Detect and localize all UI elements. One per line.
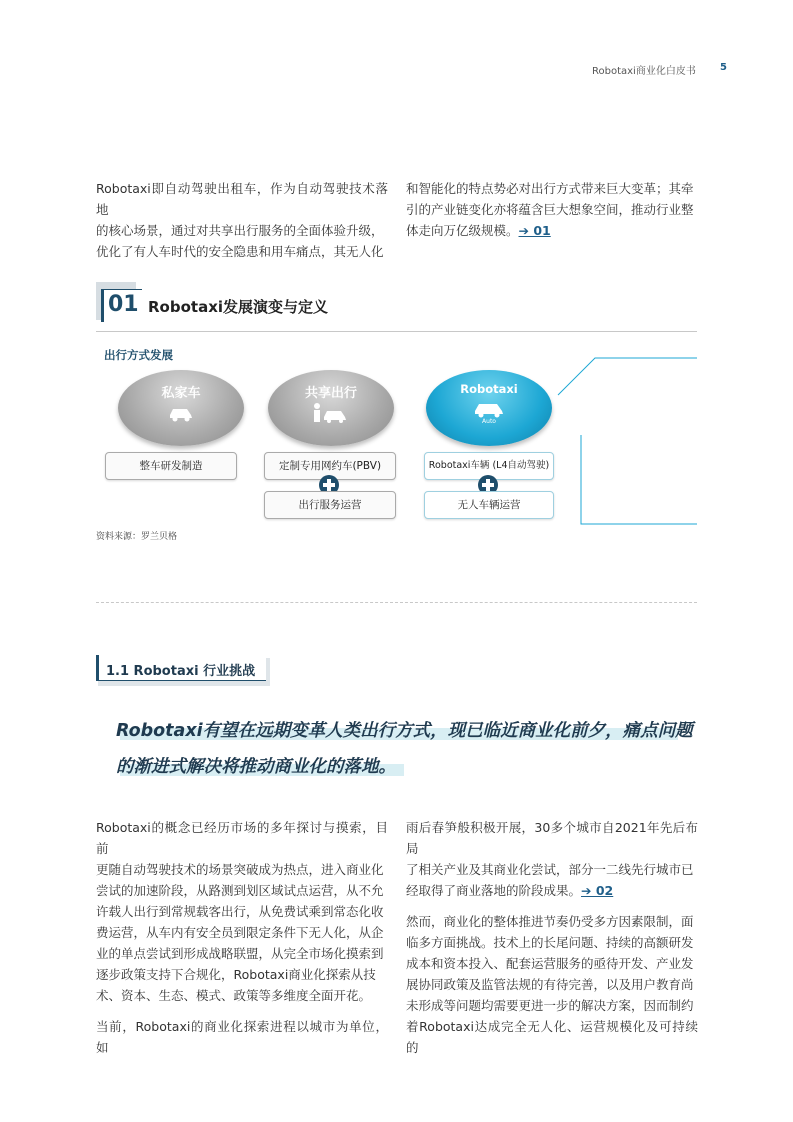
intro-left-column [96,178,388,262]
box-vehicle-rd: 整车研发制造 [105,452,237,480]
text-fragment: 经取得了商业落地的阶段成果。 [406,883,582,898]
robotaxi-car-icon [472,400,506,418]
document-title: Robotaxi商业化白皮书 [592,66,696,77]
text-line: 未形成等问题均需要更进一步的解决方案，因而制约 [406,998,694,1013]
reference-link[interactable]: ➔ 02 [581,883,614,898]
subsection-title: 1.1 Robotaxi 行业挑战 [106,664,256,679]
text-line: 然而，商业化的整体推进节奏仍受多方因素限制，面 [406,914,694,929]
node-label: 私家车 [161,386,201,401]
text-line: 着Robotaxi达成完全无人化、运营规模化及可持续的 [406,1019,698,1055]
text-line: 展协同政策及监管法规的有待完善，以及用户教育尚 [406,977,694,992]
text-line: 临多方面挑战。技术上的长尾问题、持续的高额研发 [406,935,694,950]
text-line: 引的产业链变化亦将蕴含巨大想象空间，推动行业整 [406,202,694,217]
box-robotaxi-vehicle: Robotaxi车辆 (L4自动驾驶) [424,452,554,480]
body-left-column [96,817,388,1058]
box-ride-operations: 出行服务运营 [264,491,396,519]
diagram-heading: 出行方式发展 [104,348,173,362]
text-line: 成本和资本投入、配套运营服务的亟待开发、产业发 [406,956,694,971]
node-private-car [118,370,244,446]
highlight-line: Robotaxi有望在远期变革人类出行方式，现已临近商业化前夕，痛点问题 [116,721,693,741]
highlight-line: 的渐进式解决将推动商业化的落地。 [116,757,396,777]
text-line: 业的单点尝试到形成战略联盟，从完全市场化摸索到 [96,946,384,961]
text-fragment: 体走向万亿级规模。 [406,223,519,238]
box-driverless-operations: 无人车辆运营 [424,491,554,519]
text-line: 许载人出行到常规载客出行，从免费试乘到常态化收 [96,904,384,919]
node-sublabel: Auto [482,418,496,425]
text-line: 尝试的加速阶段，从路测到划区域试点运营，从不允 [96,883,384,898]
text-line: 和智能化的特点势必对出行方式带来巨大变革；其牵 [406,181,694,196]
intro-right-column [406,178,698,241]
car-icon [167,404,195,422]
text-line: Robotaxi的概念已经历市场的多年探讨与摸索，目前 [96,820,388,856]
rideshare-icon [311,402,351,424]
text-line: 更随自动驾驶技术的场景突破成为热点，进入商业化 [96,862,384,877]
text-line: 的核心场景，通过对共享出行服务的全面体验升级， [96,223,384,238]
section-divider [96,331,697,332]
callout-bracket [555,355,700,527]
text-line: 优化了有人车时代的安全隐患和用车痛点，其无人化 [96,244,384,259]
text-line: 当前，Robotaxi的商业化探索进程以城市为单位，如 [96,1019,388,1055]
section-title: Robotaxi发展演变与定义 [148,298,329,316]
text-line: 雨后春笋般积极开展，30多个城市自2021年先后布局 [406,820,698,856]
diagram-source: 资料来源：罗兰贝格 [96,532,178,542]
text-line [406,880,698,901]
body-right-column [406,817,698,1058]
text-line [406,220,698,241]
node-robotaxi [426,370,552,446]
text-line: 逐步政策支持下合规化，Robotaxi商业化探索从技 [96,967,376,982]
node-label: 共享出行 [304,386,357,401]
reference-link[interactable]: ➔ 01 [518,223,551,238]
node-shared-mobility [268,370,394,446]
page-number: 5 [720,62,727,73]
node-label: Robotaxi [460,382,518,396]
text-line: 费运营，从车内有安全员到限定条件下无人化，从企 [96,925,384,940]
text-line: Robotaxi即自动驾驶出租车，作为自动驾驶技术落地 [96,181,388,217]
box-pbv: 定制专用网约车(PBV) [264,452,396,480]
text-line: 术、资本、生态、模式、政策等多维度全面开花。 [96,988,372,1003]
dashed-divider [96,602,697,603]
section-number: 01 [108,292,139,317]
text-line: 了相关产业及其商业化尝试，部分一二线先行城市已 [406,862,694,877]
